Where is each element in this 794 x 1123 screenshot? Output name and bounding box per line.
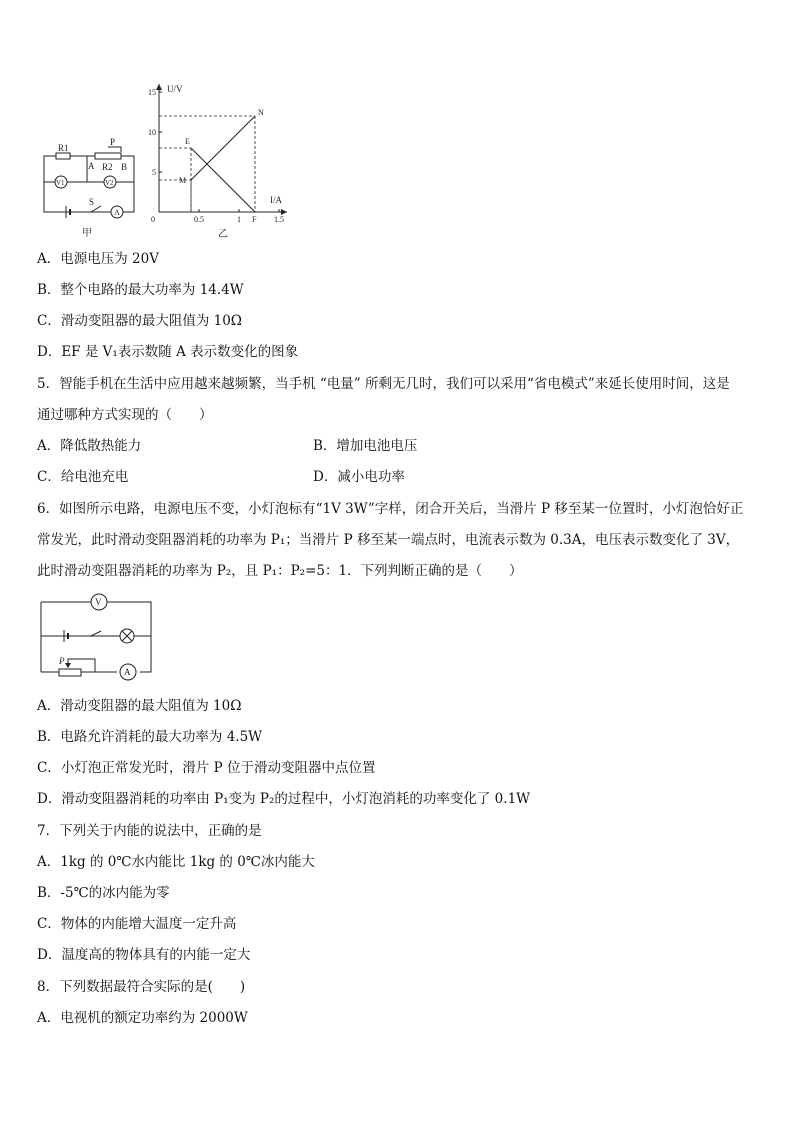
- y-axis-label: U/V: [167, 84, 183, 94]
- q6-label-p: P: [59, 656, 65, 666]
- q4-option-d: D．EF 是 V₁表示数随 A 表示数变化的图象: [37, 344, 299, 360]
- q6-label-a: A: [124, 667, 131, 677]
- q8-stem: 8．下列数据最符合实际的是( ): [37, 979, 246, 995]
- q7-option-c: C．物体的内能增大温度一定升高: [37, 916, 237, 932]
- x-tick-label: 0: [151, 215, 155, 224]
- point-label-n: N: [258, 108, 264, 117]
- q7-option-b: B．-5℃的冰内能为零: [37, 885, 170, 901]
- label-r2: R2: [102, 162, 113, 172]
- q6-circuit-diagram: [37, 593, 157, 683]
- label-r1: R1: [58, 143, 69, 153]
- label-b: B: [121, 162, 128, 172]
- q6-option-b: B．电路允许消耗的最大功率为 4.5W: [37, 729, 263, 745]
- q7-option-a: A．1kg 的 0℃水内能比 1kg 的 0℃冰内能大: [37, 854, 315, 870]
- q4-option-b: B．整个电路的最大功率为 14.4W: [37, 282, 244, 298]
- label-s: S: [89, 197, 95, 207]
- figure-circuit-and-graph: [37, 78, 297, 240]
- label-v2: V2: [105, 179, 114, 187]
- y-tick-label: 5: [152, 168, 156, 177]
- q4-option-c: C．滑动变阻器的最大阻值为 10Ω: [37, 313, 242, 329]
- q5-option-d: D．减小电功率: [313, 469, 405, 485]
- x-tick-label: 1.5: [274, 215, 284, 224]
- q6-label-v: V: [95, 597, 102, 607]
- q4-option-a: A．电源电压为 20V: [37, 251, 159, 267]
- x-tick-label: 0.5: [194, 215, 204, 224]
- figure-label-yi: 乙: [218, 229, 228, 240]
- series-line-ef: [191, 148, 255, 212]
- q6-option-a: A．滑动变阻器的最大阻值为 10Ω: [37, 698, 242, 714]
- q5-stem-line-2: 通过哪种方式实现的（ ）: [37, 407, 213, 423]
- q7-stem: 7．下列关于内能的说法中，正确的是: [37, 823, 262, 839]
- q5-option-b: B．增加电池电压: [313, 438, 418, 454]
- label-a: A: [88, 161, 95, 171]
- y-tick-label: 10: [148, 128, 156, 137]
- q6-stem-line-3: 此时滑动变阻器消耗的功率为 P₂，且 P₁：P₂=5：1．下列判断正确的是（ ）: [37, 563, 523, 579]
- x-axis-label: I/A: [270, 195, 282, 205]
- label-p: P: [110, 137, 116, 147]
- q6-stem-line-2: 常发光，此时滑动变阻器消耗的功率为 P₁；当滑片 P 移至某一端点时，电流表示数为 0.3A，电压表示数变化了 3V，: [37, 532, 740, 548]
- q6-option-d: D．滑动变阻器消耗的功率由 P₁变为 P₂的过程中，小灯泡消耗的功率变化了 0.1W: [37, 791, 531, 807]
- circuit-labels: [56, 137, 127, 239]
- y-tick-label: 15: [148, 88, 156, 97]
- q5-option-a: A．降低散热能力: [37, 438, 142, 454]
- point-label-m: M: [179, 176, 187, 185]
- q7-option-d: D．温度高的物体具有的内能一定大: [37, 947, 251, 963]
- q5-stem-line-1: 5．智能手机在生活中应用越来越频繁，当手机 “电量” 所剩无几时，我们可以采用“省电模式”来延长使用时间，这是: [37, 376, 730, 392]
- x-tick-label: 1: [237, 215, 241, 224]
- q8-option-a: A．电视机的额定功率约为 2000W: [37, 1010, 248, 1026]
- series-line-mn: [191, 116, 255, 180]
- point-label-f: F: [252, 215, 257, 224]
- label-v1: V1: [56, 179, 65, 187]
- label-ammeter: A: [114, 208, 120, 217]
- figure-label-jia: 甲: [82, 228, 92, 239]
- q6-option-c: C．小灯泡正常发光时，滑片 P 位于滑动变阻器中点位置: [37, 760, 376, 776]
- q5-option-c: C．给电池充电: [37, 469, 129, 485]
- graph-yi: [148, 84, 287, 240]
- q6-stem-line-1: 6．如图所示电路，电源电压不变，小灯泡标有“1V 3W”字样，闭合开关后，当滑片 P 移至某一位置时，小灯泡恰好正: [37, 501, 744, 517]
- point-label-e: E: [185, 137, 190, 146]
